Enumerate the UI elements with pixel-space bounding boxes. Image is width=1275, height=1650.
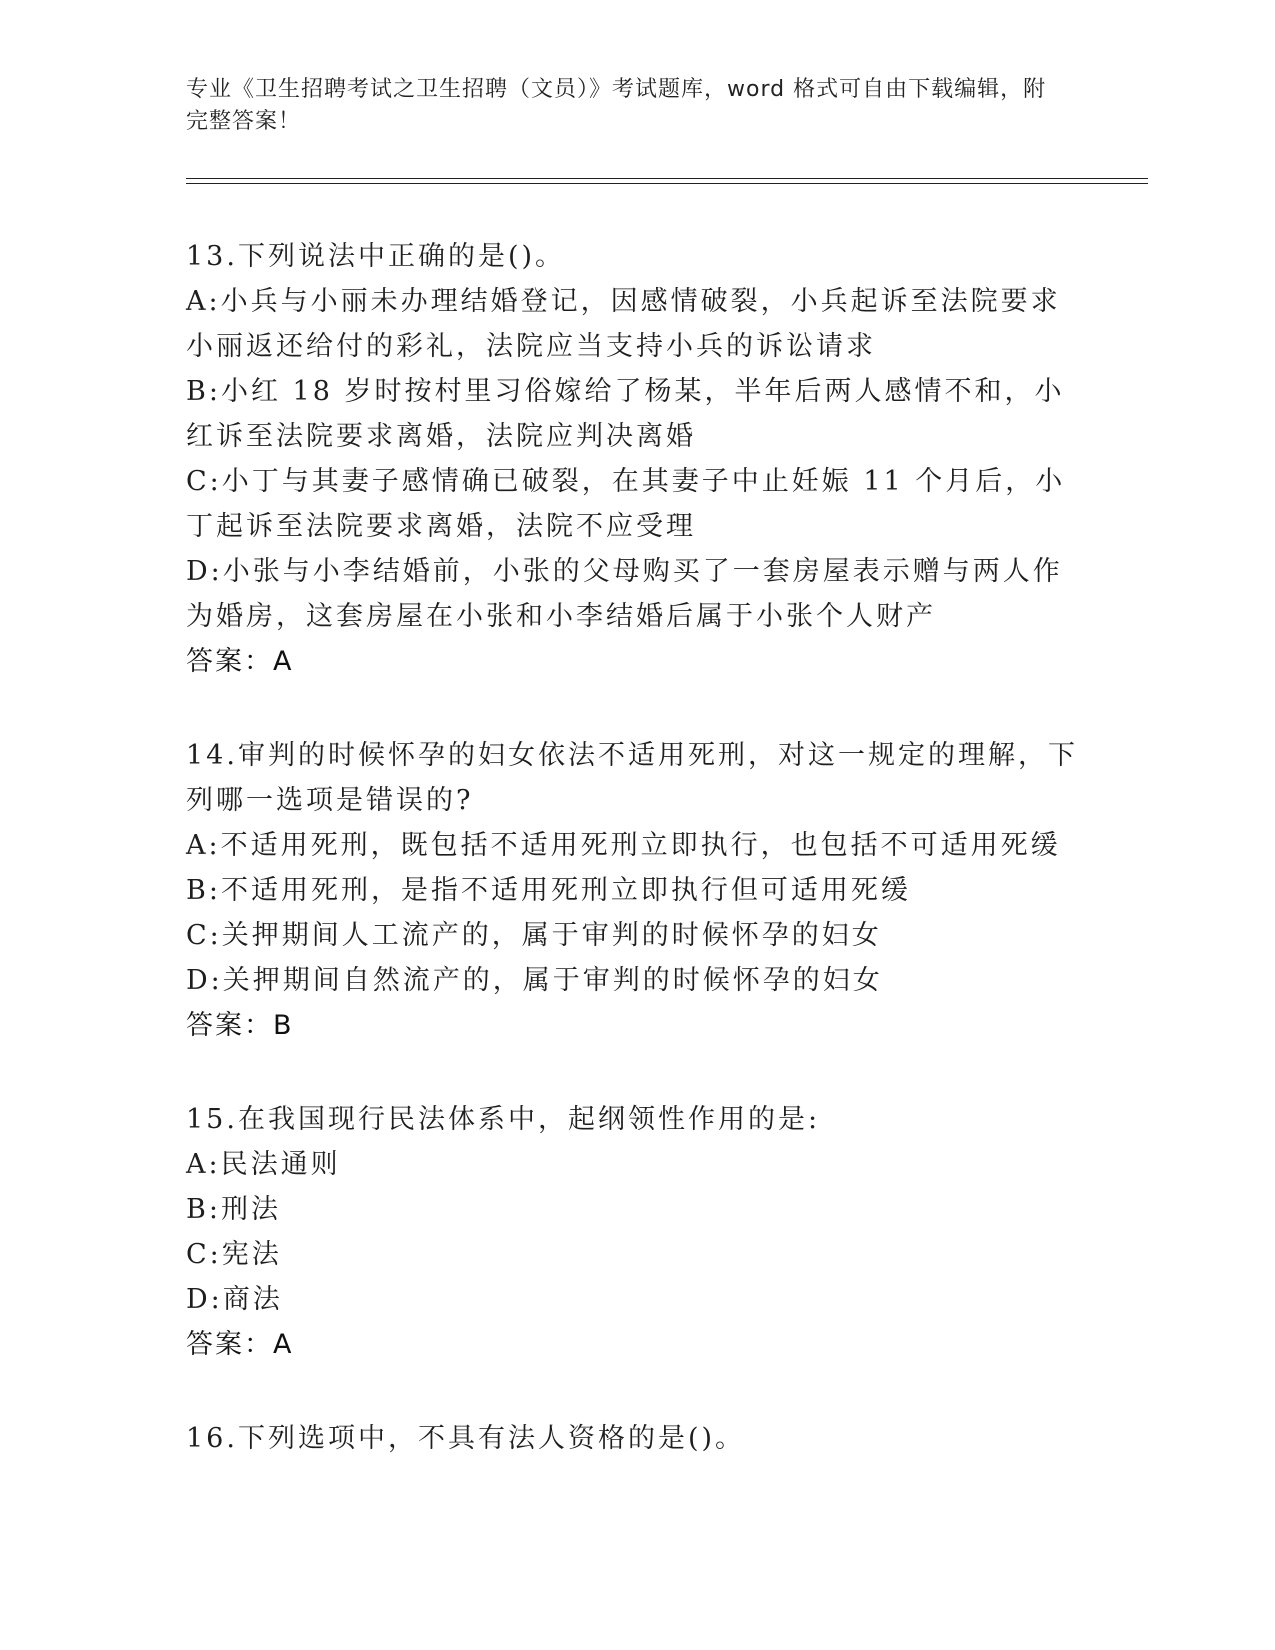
option-a: A:民法通则 [186, 1149, 341, 1180]
question-stem: 15.在我国现行民法体系中，起纲领性作用的是: [186, 1104, 821, 1135]
option-d: D:关押期间自然流产的，属于审判的时候怀孕的妇女 [186, 965, 883, 996]
question-stem: 16.下列选项中，不具有法人资格的是()。 [186, 1423, 746, 1454]
answer-line: 答案：A [186, 646, 294, 677]
question-13 [186, 234, 1086, 684]
option-c: C:小丁与其妻子感情确已破裂，在其妻子中止妊娠 11 个月后，小丁起诉至法院要求离婚，法院不应受理 [186, 466, 1066, 542]
option-c: C:关押期间人工流产的，属于审判的时候怀孕的妇女 [186, 920, 882, 951]
option-a: A:不适用死刑，既包括不适用死刑立即执行，也包括不可适用死缓 [186, 830, 1061, 861]
option-d: D:商法 [186, 1284, 283, 1315]
option-a: A:小兵与小丽未办理结婚登记，因感情破裂，小兵起诉至法院要求小丽返还给付的彩礼，法院应当支持小兵的诉讼请求 [186, 286, 1061, 362]
answer-line: 答案：A [186, 1329, 294, 1360]
option-c: C:宪法 [186, 1239, 282, 1270]
question-stem: 14.审判的时候怀孕的妇女依法不适用死刑，对这一规定的理解，下列哪一选项是错误的? [186, 740, 1078, 816]
option-b: B:不适用死刑，是指不适用死刑立即执行但可适用死缓 [186, 875, 911, 906]
answer-line: 答案：B [186, 1010, 294, 1041]
header-rule-bottom [186, 183, 1148, 184]
question-stem: 13.下列说法中正确的是()。 [186, 241, 566, 272]
option-d: D:小张与小李结婚前，小张的父母购买了一套房屋表示赠与两人作为婚房，这套房屋在小张和小李结婚后属于小张个人财产 [186, 556, 1063, 632]
header-rule-top [186, 178, 1148, 179]
document-header: 专业《卫生招聘考试之卫生招聘（文员）》考试题库，word 格式可自由下载编辑，附完整答案！ [186, 77, 1047, 134]
question-15 [186, 1097, 1086, 1367]
question-list [186, 234, 1086, 1510]
question-14 [186, 733, 1086, 1048]
question-16 [186, 1416, 1086, 1461]
option-b: B:小红 18 岁时按村里习俗嫁给了杨某，半年后两人感情不和，小红诉至法院要求离婚，法院应判决离婚 [186, 376, 1065, 452]
option-b: B:刑法 [186, 1194, 281, 1225]
